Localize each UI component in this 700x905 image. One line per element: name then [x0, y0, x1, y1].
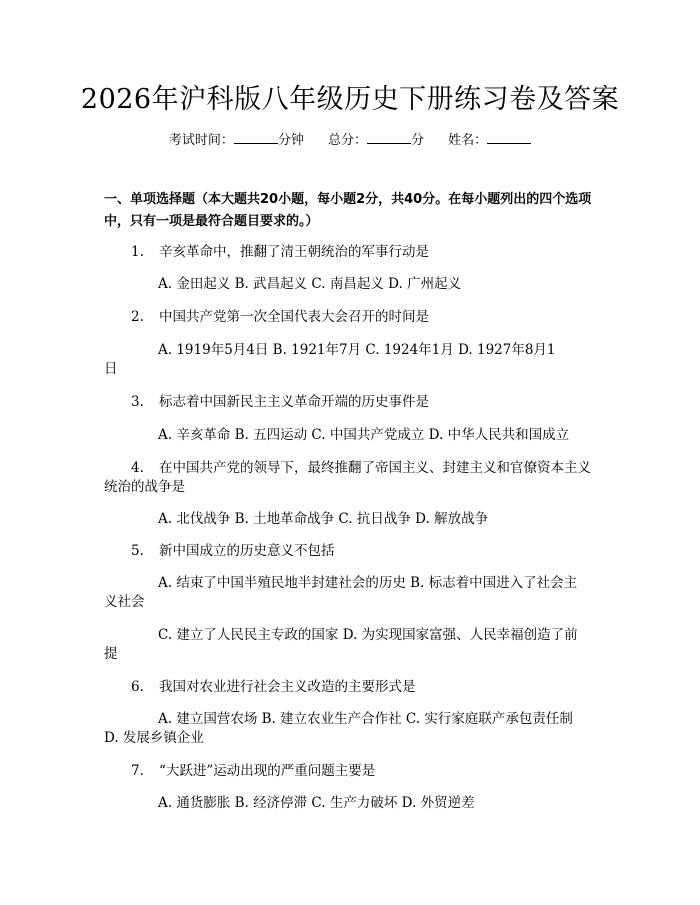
question-number: 2.	[131, 309, 144, 325]
student-name-label: 姓名：	[448, 133, 488, 148]
question-stem: 中国共产党第一次全国代表大会召开的时间是	[159, 309, 429, 325]
total-score-label: 总分：	[327, 133, 367, 148]
question-5-options-ab-line2: 义社会	[104, 594, 145, 610]
question-5-options-cd-line1: C. 建立了人民民主专政的国家 D. 为实现国家富强、人民幸福创造了前	[158, 627, 578, 643]
question-2-options-line1: A. 1919年5月4日 B. 1921年7月 C. 1924年1月 D. 1927年8月1	[158, 342, 556, 358]
exam-info-line	[0, 131, 700, 151]
question-number: 1.	[131, 244, 144, 260]
question-6-options-line1: A. 建立国营农场 B. 建立农业生产合作社 C. 实行家庭联产承包责任制	[158, 711, 573, 727]
exam-time-field	[169, 133, 304, 148]
question-4-stem-line2: 统治的战争是	[104, 479, 185, 495]
question-1-stem	[131, 242, 429, 262]
exam-time-blank	[234, 131, 278, 144]
student-name-field	[448, 133, 531, 148]
question-4-stem-line1	[131, 458, 591, 478]
question-5-stem	[131, 541, 335, 561]
question-7-options: A. 通货膨胀 B. 经济停滞 C. 生产力破坏 D. 外贸逆差	[158, 795, 475, 811]
question-2-stem	[131, 307, 429, 327]
question-stem: 辛亥革命中，推翻了清王朝统治的军事行动是	[159, 244, 429, 260]
question-3-options: A. 辛亥革命 B. 五四运动 C. 中国共产党成立 D. 中华人民共和国成立	[158, 427, 570, 443]
question-number: 5.	[131, 543, 144, 559]
question-1-options: A. 金田起义 B. 武昌起义 C. 南昌起义 D. 广州起义	[158, 276, 462, 292]
question-5-options-cd-line2: 提	[104, 646, 118, 662]
total-score-field	[328, 133, 424, 148]
question-number: 7.	[131, 763, 144, 779]
page-title: 2026年沪科版八年级历史下册练习卷及答案	[80, 84, 620, 115]
question-stem: 新中国成立的历史意义不包括	[159, 543, 335, 559]
question-stem: “大跃进”运动出现的严重问题主要是	[159, 763, 376, 779]
question-2-options-line2: 日	[104, 361, 118, 377]
question-5-options-ab-line1: A. 结束了中国半殖民地半封建社会的历史 B. 标志着中国进入了社会主	[158, 575, 578, 591]
section-heading: 一、单项选择题（本大题共20小题，每小题2分，共40分。在每小题列出的四个选项中，只有一项是最符合题目要求的。）	[104, 192, 592, 229]
question-6-options-line2: D. 发展乡镇企业	[104, 730, 204, 746]
question-4-options: A. 北伐战争 B. 土地革命战争 C. 抗日战争 D. 解放战争	[158, 511, 489, 527]
student-name-blank	[487, 131, 531, 144]
exam-time-label: 考试时间：	[168, 133, 234, 148]
question-6-stem	[131, 677, 416, 697]
question-stem: 标志着中国新民主主义革命开端的历史事件是	[159, 394, 429, 410]
exam-time-unit: 分钟	[277, 133, 304, 148]
question-number: 4.	[131, 460, 144, 476]
total-score-blank	[367, 131, 411, 144]
question-number: 3.	[131, 394, 144, 410]
question-3-stem	[131, 392, 429, 412]
question-7-stem	[131, 761, 375, 781]
question-stem: 在中国共产党的领导下，最终推翻了帝国主义、封建主义和官僚资本主义	[159, 460, 591, 476]
question-stem: 我国对农业进行社会主义改造的主要形式是	[159, 679, 416, 695]
question-number: 6.	[131, 679, 144, 695]
total-score-unit: 分	[411, 133, 425, 148]
